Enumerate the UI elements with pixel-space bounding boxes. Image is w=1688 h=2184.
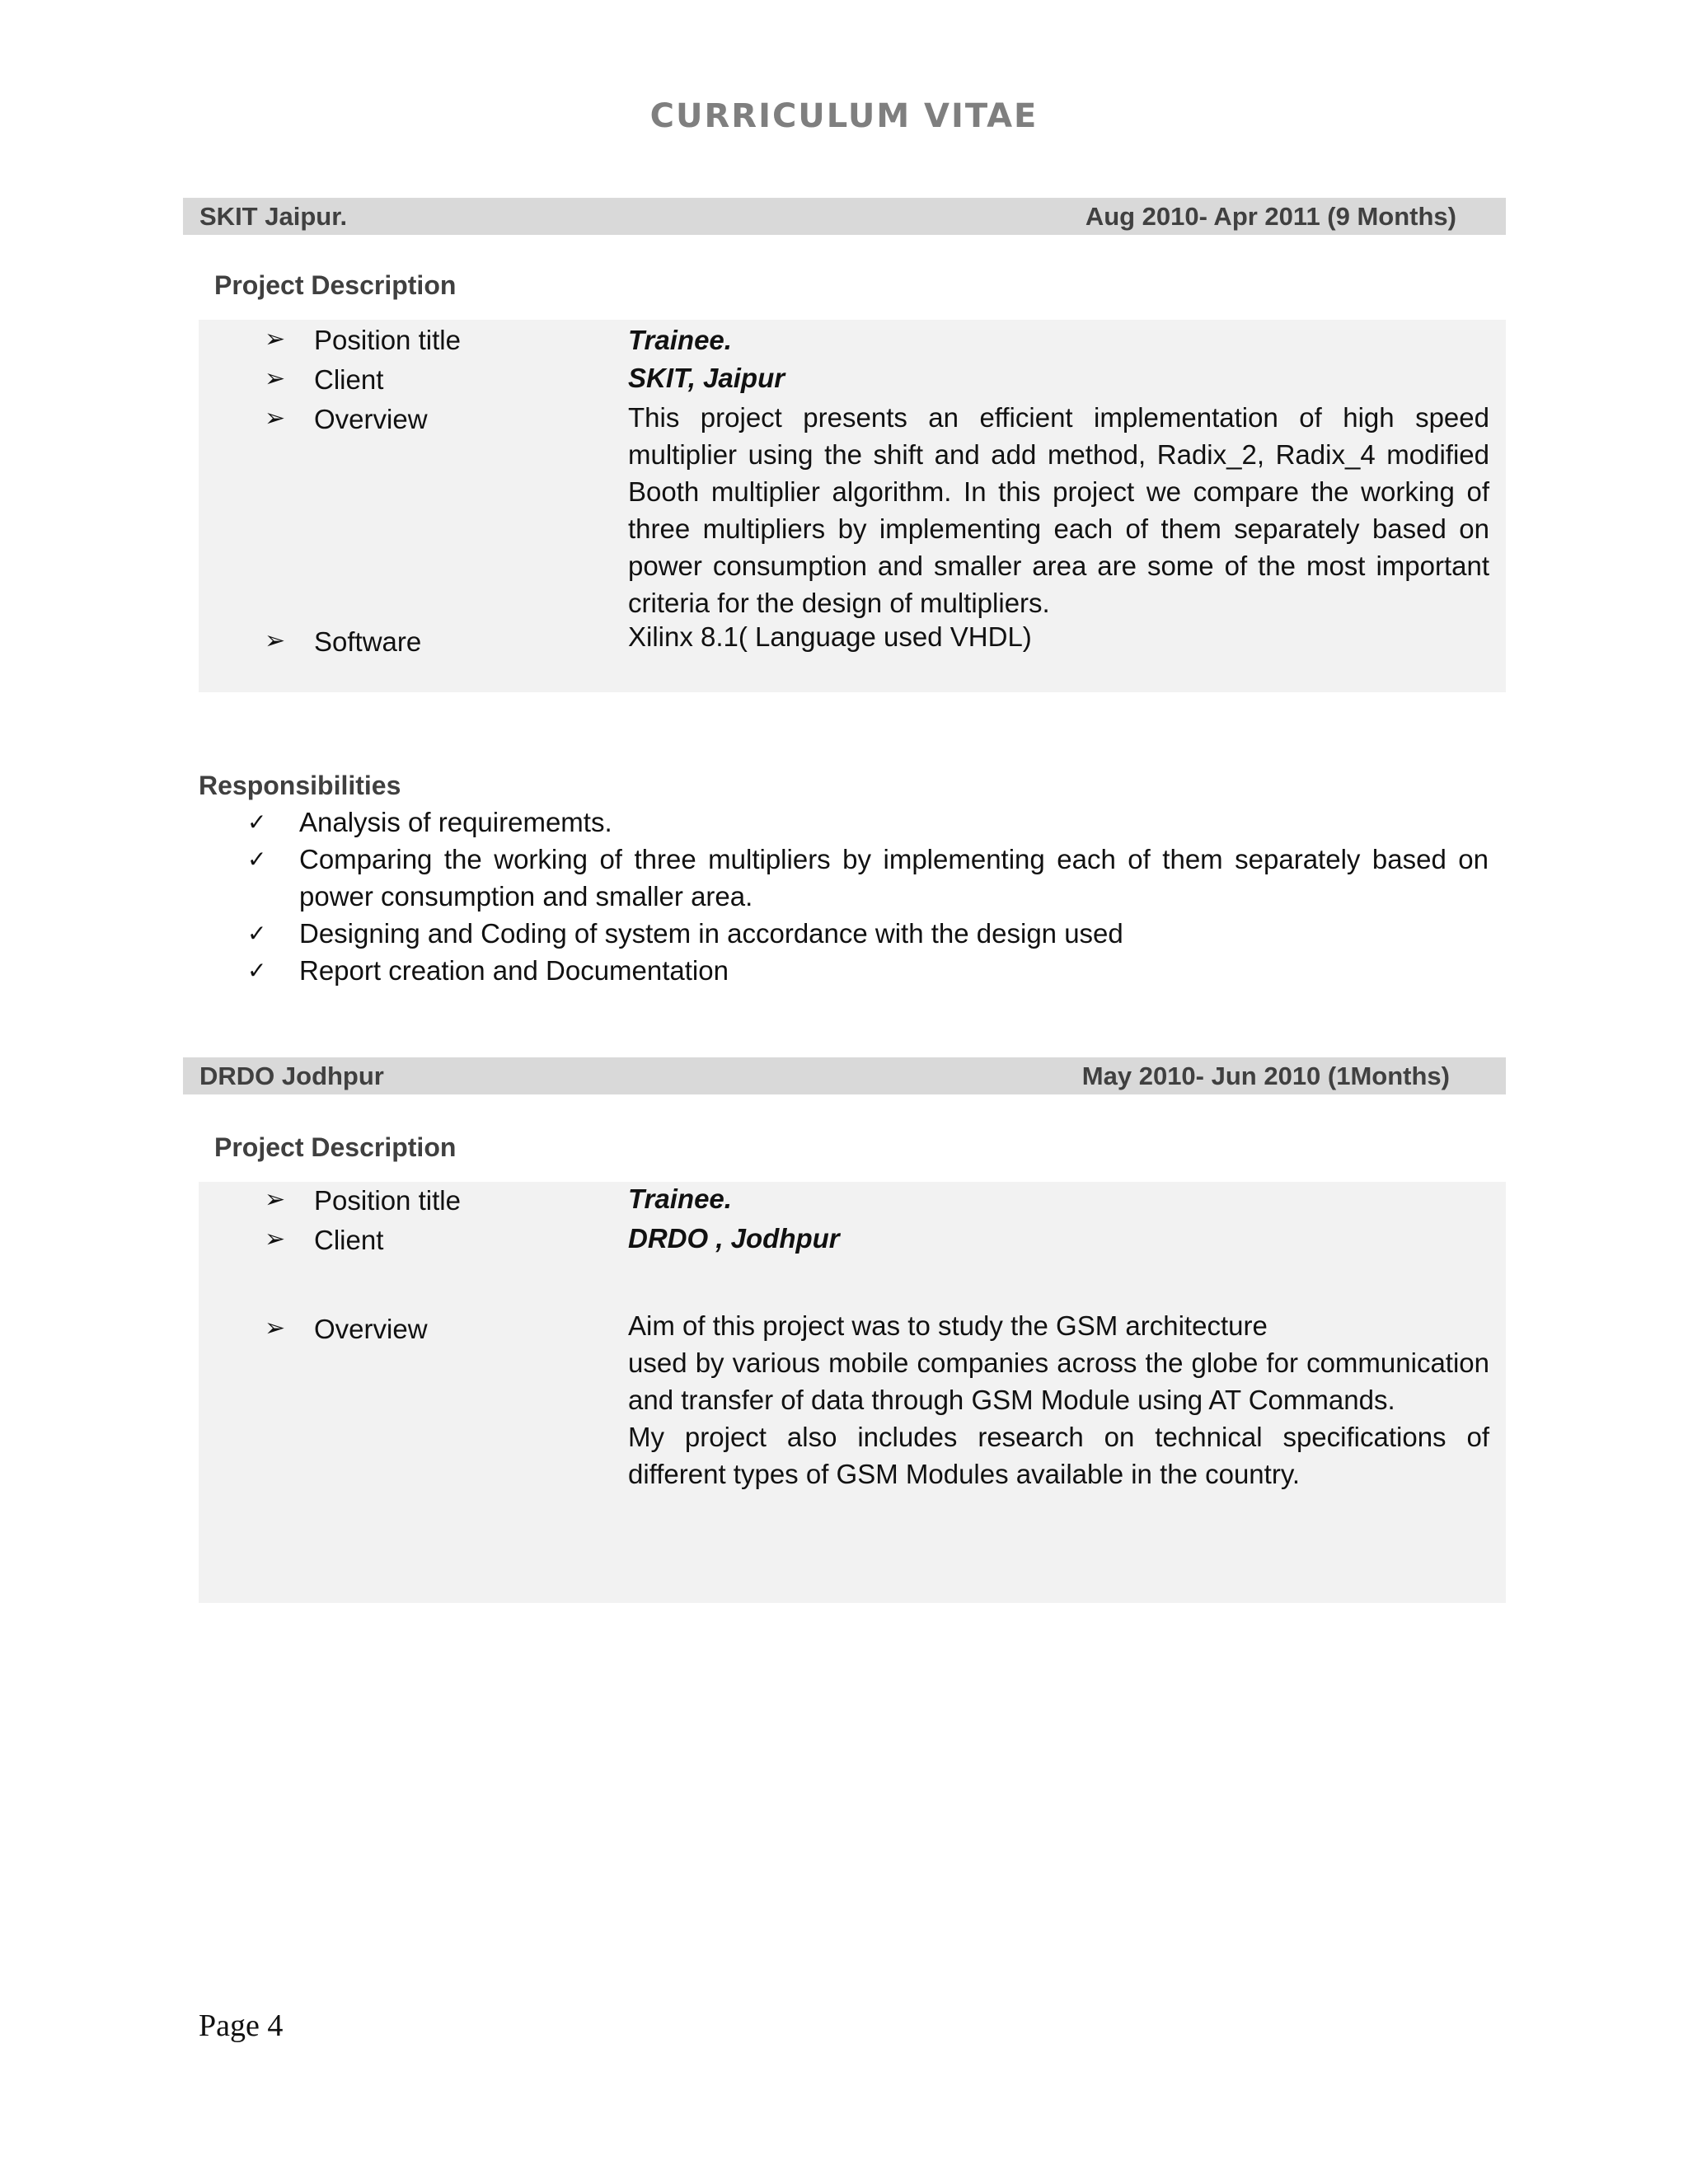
organization-name: SKIT Jaipur. [199,202,348,231]
list-item-text: Comparing the working of three multipliers by implementing each of them separately based on power consumption and smaller area. [299,844,1489,912]
list-item [247,915,1489,952]
list-item [247,804,1489,841]
arrowhead-bullet-icon: ➢ [265,325,286,354]
list-item-text: Report creation and Documentation [299,955,729,986]
field-label-overview: Overview [314,1314,428,1344]
list-item-text: Analysis of requirememts. [299,807,612,837]
arrowhead-bullet-icon: ➢ [265,626,286,655]
field-value-overview [628,1307,1489,1493]
date-range: May 2010- Jun 2010 (1Months) [1081,1062,1450,1090]
overview-paragraph: My project also includes research on technical specifications of different types of GSM Modules available in the country. [628,1422,1489,1489]
overview-paragraph: used by various mobile companies across the globe for communication and transfer of data through GSM Module using AT Commands. [628,1347,1489,1415]
document-title: CURRICULUM VITAE [649,97,1039,135]
project-description-heading: Project Description [214,270,457,300]
checkmark-icon: ✓ [247,808,267,836]
field-value-software: Xilinx 8.1( Language used VHDL) [628,621,1032,652]
field-label-overview: Overview [314,404,428,434]
section-band-drdo [183,1057,1506,1094]
organization-name: DRDO Jodhpur [199,1062,384,1090]
project-details-panel [199,320,1506,692]
field-value-position: Trainee. [628,325,732,355]
field-label-position: Position title [314,1185,461,1216]
arrowhead-bullet-icon: ➢ [265,1185,286,1214]
field-value-position: Trainee. [628,1183,732,1214]
page-number: Page 4 [199,2008,284,2043]
list-item [247,841,1489,915]
arrowhead-bullet-icon: ➢ [265,404,286,433]
overview-line: Aim of this project was to study the GSM architecture [628,1310,1268,1341]
checkmark-icon: ✓ [247,846,267,873]
field-value-overview: This project presents an efficient implementation of high speed multiplier using the shift and add method, Radix_2, Radix_4 modified Booth multiplier algorithm. In this project we compare the working of three multipliers by implementing each of them separately based on power consumption and smaller area are some of the most important criteria for the design of multipliers. [628,402,1489,618]
field-label-position: Position title [314,325,461,355]
field-label-client: Client [314,1225,384,1255]
list-item [247,952,1489,989]
list-item-text: Designing and Coding of system in accordance with the design used [299,918,1123,949]
arrowhead-bullet-icon: ➢ [265,364,286,393]
arrowhead-bullet-icon: ➢ [265,1225,286,1254]
arrowhead-bullet-icon: ➢ [265,1314,286,1343]
responsibilities-list [247,804,1489,989]
field-value-client: DRDO , Jodhpur [628,1223,840,1254]
responsibilities-heading: Responsibilities [199,771,401,800]
section-band-skit [183,198,1506,235]
date-range: Aug 2010- Apr 2011 (9 Months) [1085,202,1456,231]
field-label-client: Client [314,364,384,395]
project-description-heading: Project Description [214,1132,457,1162]
field-label-software: Software [314,626,422,657]
project-details-panel [199,1182,1506,1603]
field-value-client: SKIT, Jaipur [628,363,785,393]
checkmark-icon: ✓ [247,920,267,947]
checkmark-icon: ✓ [247,957,267,984]
